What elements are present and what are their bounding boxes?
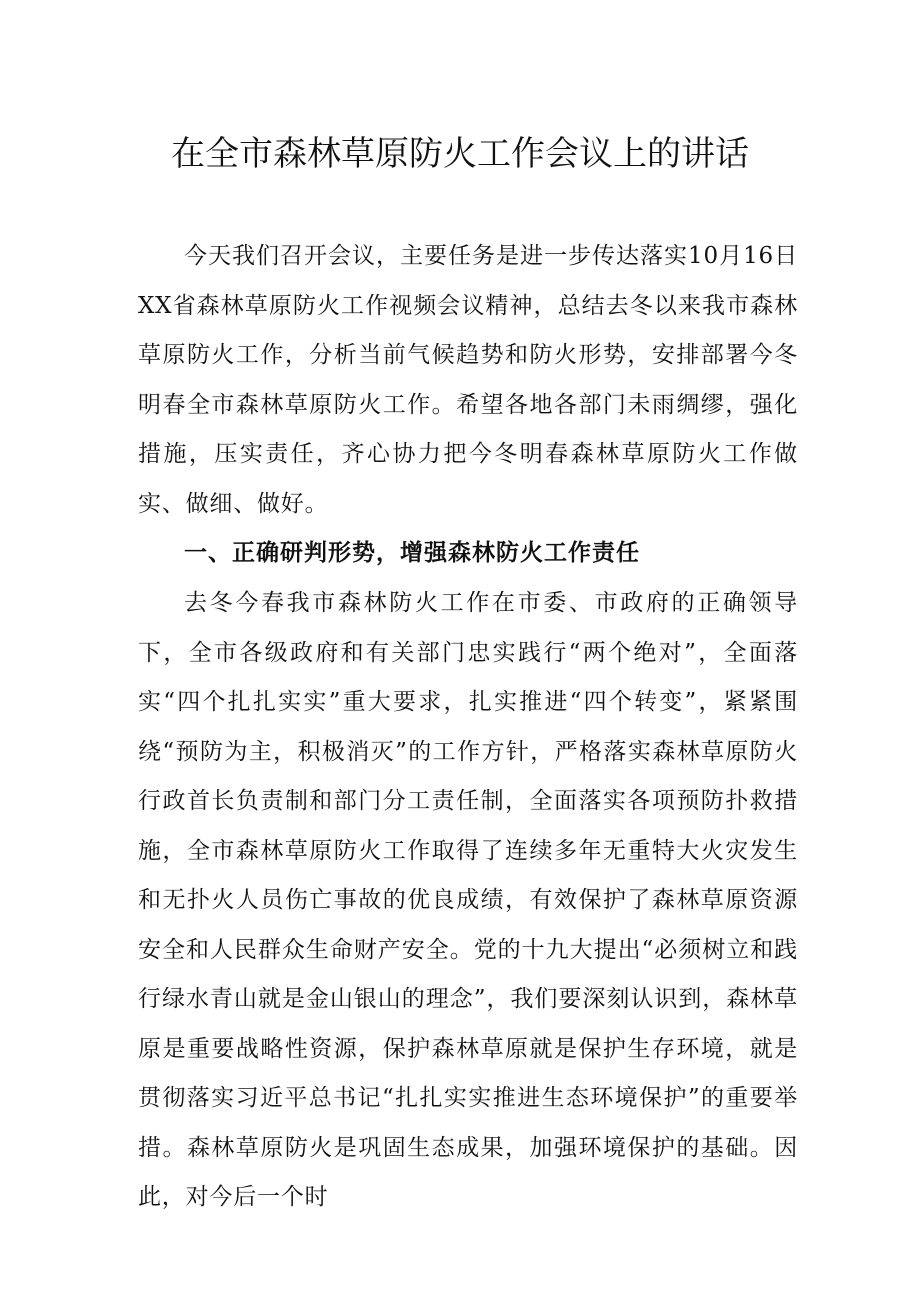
document-title: 在全市森林草原防火工作会议上的讲话: [171, 134, 749, 174]
section-heading: 一、正确研判形势，增强森林防火工作责任: [184, 540, 640, 566]
intro-paragraph: 今天我们召开会议，主要任务是进一步传达落实10月16日XX省森林草原防火工作视频会议精神，总结去冬以来我市森林草原防火工作，分析当前气候趋势和防火形势，安排部署今冬明春全市森林草原防火工作。希望各地各部门未雨绸缪，强化措施，压实责任，齐心协力把今冬明春森林草原防火工作做实、做细、做好。: [138, 243, 798, 517]
body-paragraph: 去冬今春我市森林防火工作在市委、市政府的正确领导下，全市各级政府和有关部门忠实践行“两个绝对”，全面落实“四个扎扎实实”重大要求，扎实推进“四个转变”，紧紧围绕“预防为主，积极消灭”的工作方针，严格落实森林草原防火行政首长负责制和部门分工责任制，全面落实各项预防扑救措施，全市森林草原防火工作取得了连续多年无重特大火灾发生和无扑火人员伤亡事故的优良成绩，有效保护了森林草原资源安全和人民群众生命财产安全。党的十九大提出“必须树立和践行绿水青山就是金山银山的理念”，我们要深刻认识到，森林草原是重要战略性资源，保护森林草原就是保护生存环境，就是贯彻落实习近平总书记“扎扎实实推进生态环境保护”的重要举措。森林草原防火是巩固生态成果，加强环境保护的基础。因此，对今后一个时: [138, 590, 798, 1210]
